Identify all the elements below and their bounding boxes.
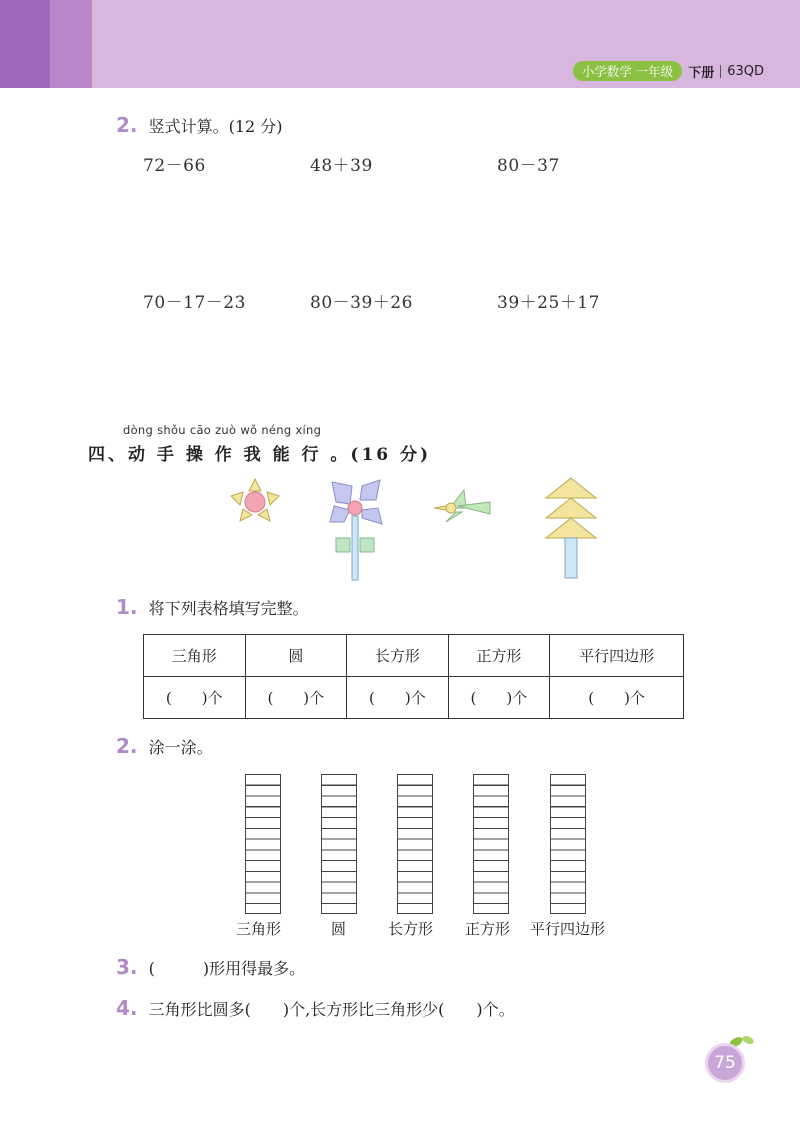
- tower-label: 正方形: [465, 920, 511, 938]
- q2-heading: [116, 113, 283, 137]
- bird-lower-wing: [446, 512, 462, 522]
- table-header-row: [144, 635, 684, 677]
- tower-square[interactable]: [473, 774, 509, 914]
- table-header-cell: 三角形: [144, 635, 246, 677]
- tree-figure: [538, 476, 604, 580]
- sun-circle: [245, 492, 265, 512]
- s4q4-heading: [116, 996, 515, 1020]
- q2-number: 2.: [116, 113, 138, 137]
- pinwheel-blade-1: [332, 482, 352, 504]
- bird-figure: [432, 486, 494, 528]
- s4q4-text: 三角形比圆多( )个,长方形比三角形少( )个。: [148, 1000, 515, 1019]
- bird-head: [446, 503, 456, 513]
- s4q4-number: 4.: [116, 996, 138, 1020]
- pinwheel-blade-4: [362, 508, 382, 524]
- sun-triangle-right: [267, 492, 279, 505]
- header-stripe-dark: [0, 0, 50, 88]
- s4q3-text: ( )形用得最多。: [148, 959, 306, 978]
- table-header-cell: 正方形: [448, 635, 550, 677]
- subject-pill: 小学数学 一年级: [573, 61, 682, 81]
- count-cell-rectangle[interactable]: ( )个: [347, 677, 449, 719]
- header-divider: [720, 65, 721, 78]
- s4q2-heading: [116, 734, 213, 758]
- s4q3-number: 3.: [116, 955, 138, 979]
- sun-triangle-left: [231, 492, 243, 505]
- s4q1-heading: [116, 595, 309, 619]
- tower-label: 三角形: [236, 920, 282, 938]
- tree-triangle-2: [546, 498, 596, 518]
- s4q1-text: 将下列表格填写完整。: [148, 599, 309, 618]
- header-info: [573, 61, 764, 81]
- count-cell-circle[interactable]: ( )个: [245, 677, 347, 719]
- count-cell-triangle[interactable]: ( )个: [144, 677, 246, 719]
- pinwheel-leaf-left: [336, 538, 350, 552]
- header-stripe-light: [50, 0, 92, 88]
- tower-triangle[interactable]: [245, 774, 281, 914]
- count-cell-parallelogram[interactable]: ( )个: [550, 677, 684, 719]
- s4q2-text: 涂一涂。: [148, 738, 213, 757]
- sun-triangle-top: [249, 479, 261, 491]
- pinwheel-stick: [352, 516, 358, 580]
- tower-label: 圆: [331, 920, 347, 938]
- tower-parallelogram[interactable]: [550, 774, 586, 914]
- expr-1-3: 80－37: [497, 156, 560, 176]
- tree-trunk: [565, 538, 577, 578]
- s4q1-number: 1.: [116, 595, 138, 619]
- pinwheel-blade-3: [330, 506, 350, 522]
- expr-2-3: 39＋25＋17: [497, 293, 600, 313]
- shape-count-table: [143, 634, 684, 719]
- tree-triangle-3: [546, 518, 596, 538]
- table-row: [144, 677, 684, 719]
- s4q2-number: 2.: [116, 734, 138, 758]
- book-code: 63QD: [727, 63, 764, 79]
- expr-2-1: 70－17－23: [143, 293, 246, 313]
- bird-beak: [434, 506, 446, 510]
- table-header-cell: 长方形: [347, 635, 449, 677]
- tower-label: 平行四边形: [530, 920, 606, 938]
- pinwheel-blade-2: [360, 480, 380, 500]
- tower-circle[interactable]: [321, 774, 357, 914]
- sun-figure: [225, 476, 285, 526]
- pinwheel-figure: [322, 476, 388, 582]
- table-header-cell: 平行四边形: [550, 635, 684, 677]
- section4-pinyin: dòng shǒu cāo zuò wǒ néng xíng: [123, 423, 322, 437]
- page-number: 75: [705, 1043, 745, 1083]
- tower-rectangle[interactable]: [397, 774, 433, 914]
- section4-title: 四、动 手 操 作 我 能 行 。(16 分): [88, 445, 432, 465]
- pinwheel-leaf-right: [360, 538, 374, 552]
- expr-2-2: 80－39＋26: [310, 293, 413, 313]
- table-header-cell: 圆: [245, 635, 347, 677]
- expr-1-2: 48＋39: [310, 156, 373, 176]
- pinwheel-center: [348, 501, 362, 515]
- q2-text: 竖式计算。(12 分): [148, 117, 283, 136]
- expr-1-1: 72－66: [143, 156, 206, 176]
- tower-label: 长方形: [388, 920, 434, 938]
- volume-label: 下册: [688, 65, 715, 81]
- tree-triangle-1: [546, 478, 596, 498]
- s4q3-heading: [116, 955, 305, 979]
- page-header: [0, 0, 800, 88]
- count-cell-square[interactable]: ( )个: [448, 677, 550, 719]
